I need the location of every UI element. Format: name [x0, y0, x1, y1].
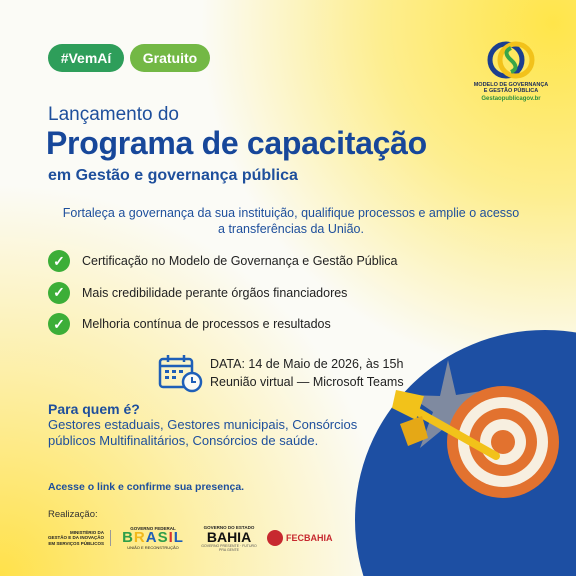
mgi-logo: MINISTÉRIO DA GESTÃO E DA INOVAÇÃO EM SERVIÇOS PÚBLICOS — [48, 530, 111, 547]
event-details — [210, 355, 404, 391]
benefit-item — [48, 313, 397, 335]
heading-pre: Lançamento do — [48, 104, 179, 125]
check-icon: ✓ — [48, 313, 70, 335]
check-icon: ✓ — [48, 250, 70, 272]
benefit-item — [48, 282, 397, 304]
heading-subtitle: em Gestão e governança pública — [48, 167, 298, 184]
intro-text: Fortaleça a governança da sua instituição, qualifique processos e amplie o acesso a transferências da União. — [62, 206, 520, 236]
realizacao-label: Realização: — [48, 509, 98, 520]
logo-site[interactable]: Gestaopublicagov.br — [481, 95, 541, 102]
benefit-text: Melhoria contínua de processos e resultados — [82, 317, 331, 331]
benefits-list — [48, 250, 397, 345]
brasil-wordmark: BRASIL — [122, 529, 184, 546]
hashtag-badge: #VemAí — [48, 44, 124, 72]
audience-text: Gestores estaduais, Gestores municipais, Consórcios públicos Multifinalitários, Consórcios de saúde. — [48, 417, 358, 448]
free-badge: Gratuito — [130, 44, 210, 72]
logo-icon — [484, 40, 538, 80]
benefit-item — [48, 250, 397, 272]
partner-logos — [48, 522, 333, 554]
logo-title: MODELO DE GOVERNANÇA E GESTÃO PÚBLICA — [473, 82, 549, 95]
audience-heading: Para quem é? — [48, 401, 140, 417]
check-icon: ✓ — [48, 282, 70, 304]
fecbahia-logo: FECBAHIA — [267, 530, 333, 546]
benefit-text: Certificação no Modelo de Governança e Gestão Pública — [82, 254, 398, 268]
governo-federal-logo: GOVERNO FEDERAL BRASIL UNIÃO E RECONSTRUÇÃO — [117, 526, 189, 550]
target-dart-illustration — [378, 350, 576, 525]
event-location: Reunião virtual — Microsoft Teams — [210, 375, 404, 389]
fecbahia-icon — [267, 530, 283, 546]
benefit-text: Mais credibilidade perante órgãos financiadores — [82, 285, 348, 300]
program-logo — [466, 40, 556, 102]
page-title: Programa de capacitação — [46, 125, 427, 161]
cta-text[interactable]: Acesse o link e confirme sua presença. — [48, 481, 245, 493]
event-date: DATA: 14 de Maio de 2026, às 15h — [210, 357, 404, 371]
governo-bahia-logo: GOVERNO DO ESTADO BAHIA GOVERNO PRESENTE · FUTURO PRA GENTE — [201, 524, 257, 552]
calendar-clock-icon — [158, 354, 204, 399]
